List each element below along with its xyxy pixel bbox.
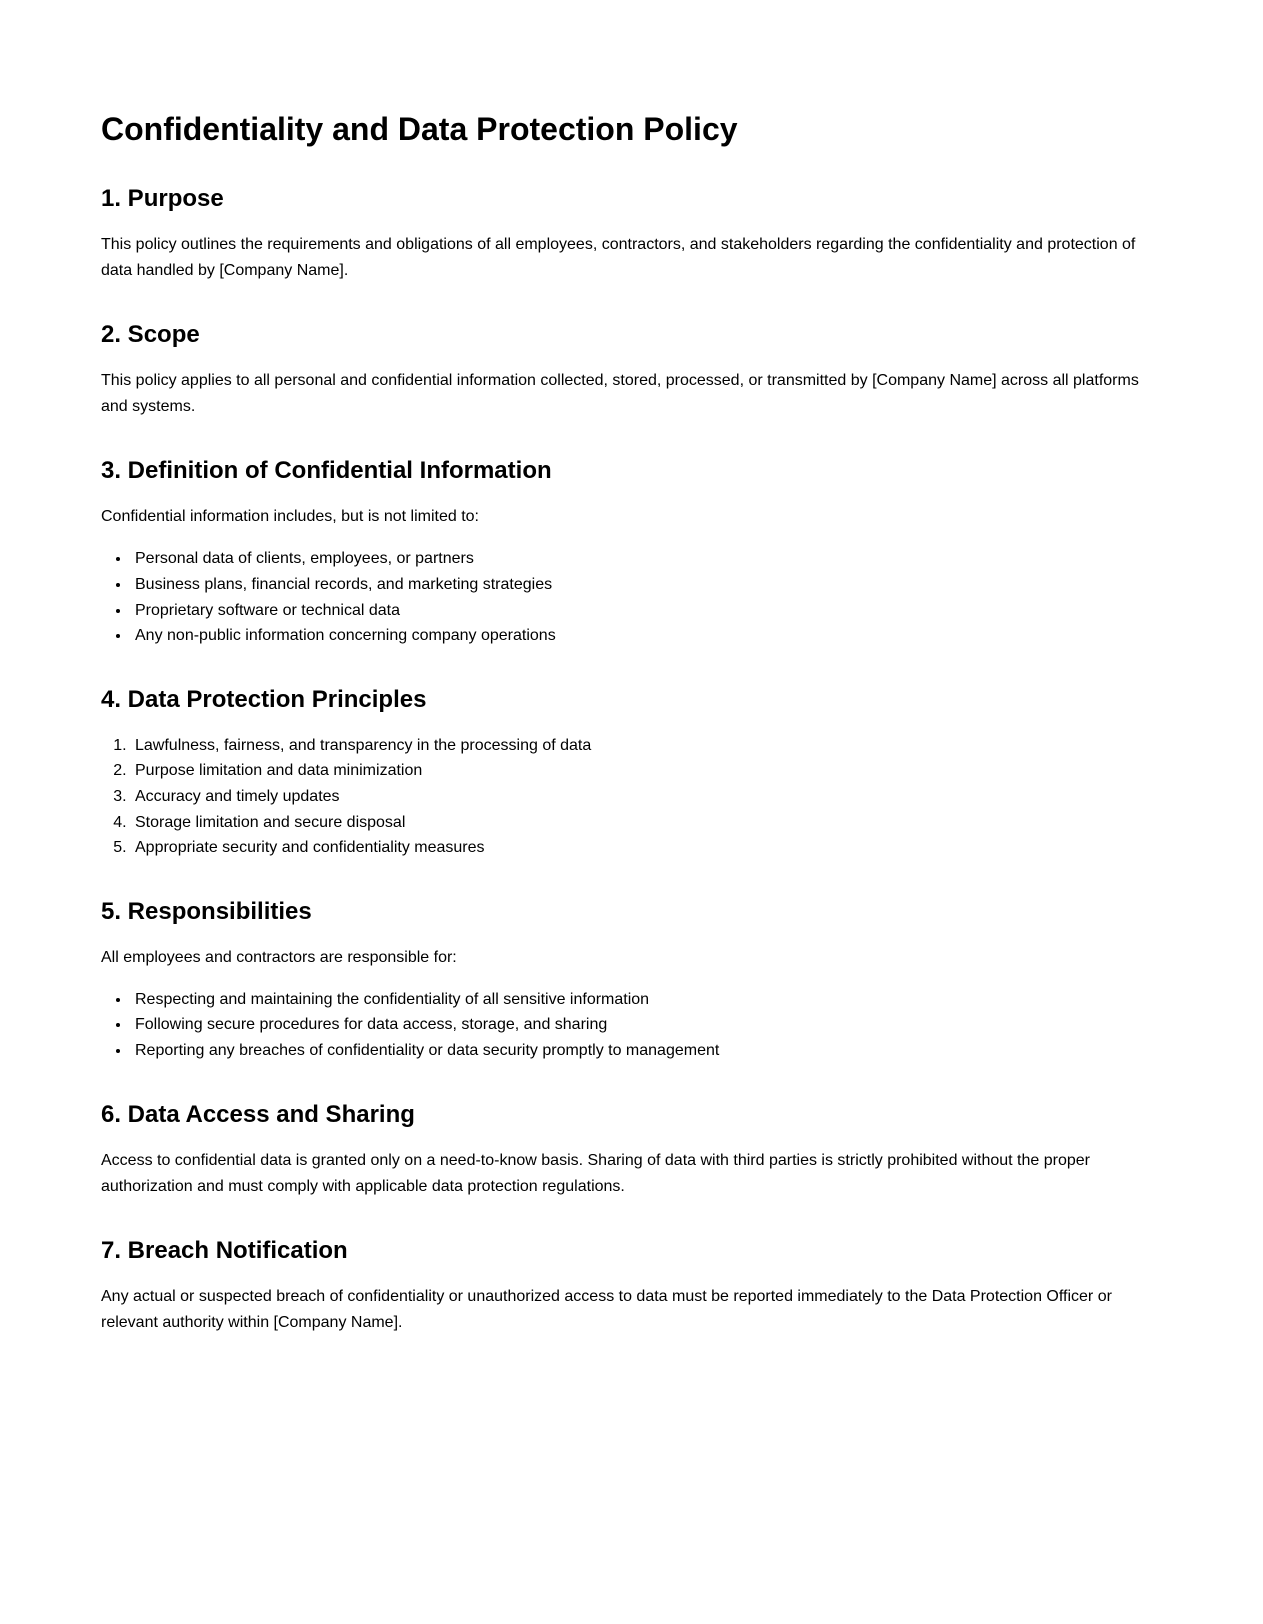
paragraph: Access to confidential data is granted only on a need-to-know basis. Sharing of data with third parties is strictly prohibited without the proper authorization and must comply with applicable data protection regulations.: [101, 1151, 1090, 1195]
bulleted-list: [101, 987, 1162, 1064]
list-item: • Respecting and maintaining the confidentiality of all sensitive information: [131, 987, 1162, 1013]
section-breach-notification: [101, 1236, 1162, 1336]
section-data-protection-principles: [101, 685, 1162, 861]
paragraph: This policy outlines the requirements and obligations of all employees, contractors, and stakeholders regarding the confidentiality and protection of data handled by [Company Name].: [101, 236, 1136, 280]
section-heading-responsibilities: 5. Responsibilities: [101, 897, 312, 925]
section-responsibilities: [101, 897, 1162, 1064]
section-heading-principles: 4. Data Protection Principles: [101, 685, 427, 713]
section-heading-breach-notification: 7. Breach Notification: [101, 1236, 348, 1264]
list-item: • Personal data of clients, employees, or partners: [131, 546, 1162, 572]
list-item: 5. Appropriate security and confidentiality measures: [131, 835, 1162, 861]
section-data-access-and-sharing: [101, 1100, 1162, 1200]
section-heading-purpose: 1. Purpose: [101, 185, 224, 213]
paragraph: This policy applies to all personal and confidential information collected, stored, processed, or transmitted by [Company Name] across all platforms and systems.: [101, 372, 1139, 416]
section-heading-definition: 3. Definition of Confidential Information: [101, 457, 552, 485]
section-definition-of-confidential-information: [101, 456, 1162, 648]
bulleted-list: [101, 546, 1162, 648]
section-scope: [101, 320, 1162, 420]
list-item: • Proprietary software or technical data: [131, 598, 1162, 624]
document-title: Confidentiality and Data Protection Policy: [101, 111, 738, 147]
list-item: 4. Storage limitation and secure disposal: [131, 810, 1162, 836]
list-item: • Reporting any breaches of confidentiality or data security promptly to management: [131, 1038, 1162, 1064]
list-item: 1. Lawfulness, fairness, and transparency in the processing of data: [131, 733, 1162, 759]
list-item: • Any non-public information concerning company operations: [131, 623, 1162, 649]
list-item: 3. Accuracy and timely updates: [131, 784, 1162, 810]
paragraph: All employees and contractors are responsible for:: [101, 948, 457, 966]
section-heading-data-access: 6. Data Access and Sharing: [101, 1100, 415, 1128]
list-item: • Following secure procedures for data access, storage, and sharing: [131, 1012, 1162, 1038]
paragraph: Confidential information includes, but is not limited to:: [101, 508, 479, 526]
list-item: • Business plans, financial records, and marketing strategies: [131, 572, 1162, 598]
numbered-list: [101, 733, 1162, 861]
paragraph: Any actual or suspected breach of confidentiality or unauthorized access to data must be reported immediately to the Data Protection Officer or relevant authority within [Company Name].: [101, 1287, 1112, 1331]
section-purpose: [101, 184, 1162, 284]
list-item: 2. Purpose limitation and data minimization: [131, 758, 1162, 784]
section-heading-scope: 2. Scope: [101, 321, 200, 349]
